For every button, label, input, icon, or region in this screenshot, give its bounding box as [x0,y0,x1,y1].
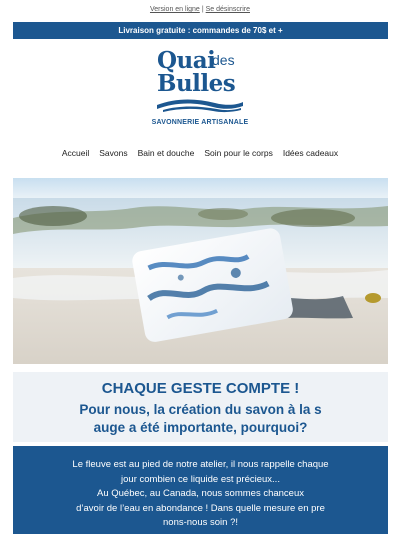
intro-text-section [13,446,388,534]
logo-word-bulles: Bulles [157,70,236,97]
main-nav [0,148,400,158]
logo-tagline: SAVONNERIE ARTISANALE [151,119,249,126]
subtitle-line-2: auge a été importante, pourquoi? [93,420,308,435]
unsubscribe-link[interactable]: Se désinscrire [205,6,250,13]
nav-item-accueil[interactable]: Accueil [61,148,90,158]
body-line-3: Au Québec, au Canada, nous sommes chanceux [96,488,304,499]
link-separator: | [201,6,204,13]
logo-word-quai: Quai [157,47,216,74]
body-line-4: d’avoir de l’eau en abondance ! Dans quelle mesure en pre [76,502,325,514]
nav-item-soin-corps[interactable]: Soin pour le corps [204,148,273,158]
free-shipping-banner [13,22,388,39]
nav-item-bain-douche[interactable]: Bain et douche [137,148,195,158]
body-line-1: Le fleuve est au pied de notre atelier, il nous rappelle chaque [72,459,329,470]
body-line-2: jour combien ce liquide est précieux... [121,473,280,485]
intro-paragraph [13,446,388,531]
headline-section [13,372,388,442]
nav-item-savons[interactable]: Savons [99,148,128,158]
online-version-link[interactable]: Version en ligne [149,6,200,13]
logo-wave-icon [155,99,245,113]
brand-logo[interactable] [0,48,400,130]
headline-subtitle [13,401,388,437]
soap-bar-on-shore-image [13,178,388,364]
banner-text: Livraison gratuite : commandes de 70$ et + [118,26,283,35]
nav-item-idees-cadeaux[interactable]: Idées cadeaux [282,148,339,158]
headline-title: CHAQUE GESTE COMPTE ! [101,380,300,397]
logo-word-des: des [212,52,235,68]
hero-image[interactable] [13,178,388,364]
body-line-5: nons-nous soin ?! [163,517,238,528]
subtitle-line-1: Pour nous, la création du savon à la s [79,402,322,417]
top-links [0,6,400,13]
